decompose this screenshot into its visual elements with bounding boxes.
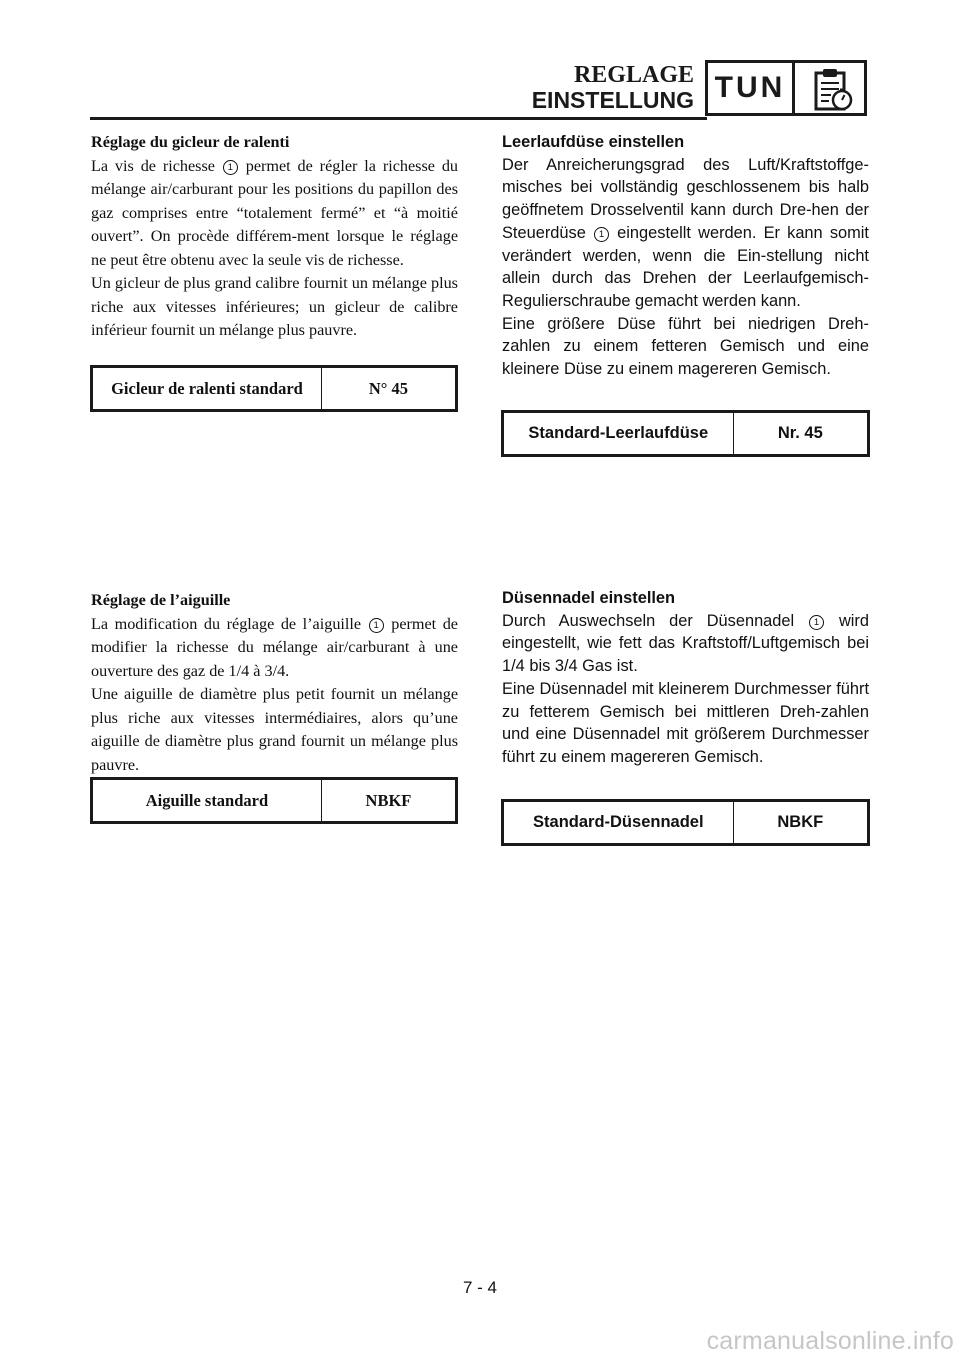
fr-idle-jet-paragraph-1 [91,155,458,273]
de-idle-jet-p1-b: eingestellt werden. Er kann somit verändert werden, wenn die Ein-stellung nicht allein durch das Drehen der Leerlaufgemisch-Regulierschraube gemacht werden kann. [502,223,869,310]
reference-number-1: 1 [809,615,824,630]
fr-needle-paragraph-1 [91,613,458,684]
reference-number-1: 1 [369,618,384,633]
de-idle-jet-spec-table [501,410,870,457]
fr-idle-jet-spec-table [90,365,458,412]
spec-label: Gicleur de ralenti standard [111,378,303,398]
page-number: 7 - 4 [462,1278,498,1297]
watermark: carmanualsonline.info [706,1327,954,1355]
title-german: EINSTELLUNG [531,87,694,113]
fr-idle-jet-heading: Réglage du gicleur de ralenti [91,133,290,151]
fr-idle-jet-section [91,131,458,343]
fr-needle-p1-a: La modification du réglage de l’aiguille [91,614,362,633]
spec-value: N° 45 [321,367,456,411]
spec-label: Standard-Düsennadel [533,813,704,831]
de-needle-heading: Düsennadel einstellen [502,589,676,607]
de-needle-paragraph-2: Eine Düsennadel mit kleinerem Durchmesser führt zu fetterem Gemisch bei mittleren Dreh-zahlen und eine Düsennadel mit größerem Durchmesser führt zu einem magereren Gemisch. [502,679,869,766]
reference-number-1: 1 [223,160,238,175]
fr-needle-section [91,589,458,777]
reference-number-1: 1 [594,227,609,242]
spec-value: NBKF [321,779,456,823]
de-needle-spec-table [501,799,870,846]
de-idle-jet-paragraph-1 [502,154,869,313]
de-idle-jet-p1-a: Der Anreicherungsgrad des Luft/Kraftstoffge-misches bei vollständig geschlossenem bis halb geöffnetem Drosselventil kann durch Dre-hen der Steuerdüse [502,155,869,242]
section-code-box [705,60,795,116]
de-idle-jet-paragraph-2: Eine größere Düse führt bei niedrigen Dreh-zahlen zu einem fetteren Gemisch und eine kleinere Düse zu einem magereren Gemisch. [502,314,869,379]
title-french: REGLAGE [573,62,694,88]
spec-label: Aiguille standard [145,790,269,810]
de-needle-p1-a: Durch Auswechseln der Düsennadel [502,611,795,630]
de-idle-jet-heading: Leerlaufdüse einstellen [502,133,685,151]
header-rule [90,117,707,120]
fr-idle-jet-p1-b: permet de régler la richesse du mélange air/carburant pour les positions du papillon des gaz comprises entre “totalement fermé” et “à moitié ouvert”. On procède différem-ment lorsque le réglage ne peut être obtenu avec la seule vis de richesse. [91,156,459,269]
fr-needle-p1-b: permet de modifier la richesse du mélange air/carburant à une ouverture des gaz de 1/4 à 3/4. [91,614,458,680]
spec-value: NBKF [733,801,868,845]
fr-idle-jet-paragraph-2: Un gicleur de plus grand calibre fournit un mélange plus riche aux vitesses inférieures; un gicleur de calibre inférieur fournit un mélange plus pauvre. [91,274,458,339]
clipboard-stopwatch-icon [809,65,855,113]
section-icon-box [792,60,867,116]
spec-label: Standard-Leerlaufdüse [528,424,709,442]
fr-needle-heading: Réglage de l’aiguille [91,591,231,609]
de-needle-paragraph-1 [502,610,869,678]
de-needle-section [502,587,869,769]
fr-needle-paragraph-2: Une aiguille de diamètre plus petit fournit un mélange plus riche aux vitesses intermédiaires, alors qu’une aiguille de diamètre plus grand fournit un mélange plus pauvre. [91,685,458,774]
fr-needle-spec-table [90,777,458,824]
fr-idle-jet-p1-a: La vis de richesse [91,156,215,175]
de-idle-jet-section [502,131,869,381]
de-needle-p1-b: wird eingestellt, wie fett das Kraftstoff/Luftgemisch bei 1/4 bis 3/4 Gas ist. [502,611,869,676]
section-code: TUN [714,71,786,104]
spec-value: Nr. 45 [733,412,868,456]
